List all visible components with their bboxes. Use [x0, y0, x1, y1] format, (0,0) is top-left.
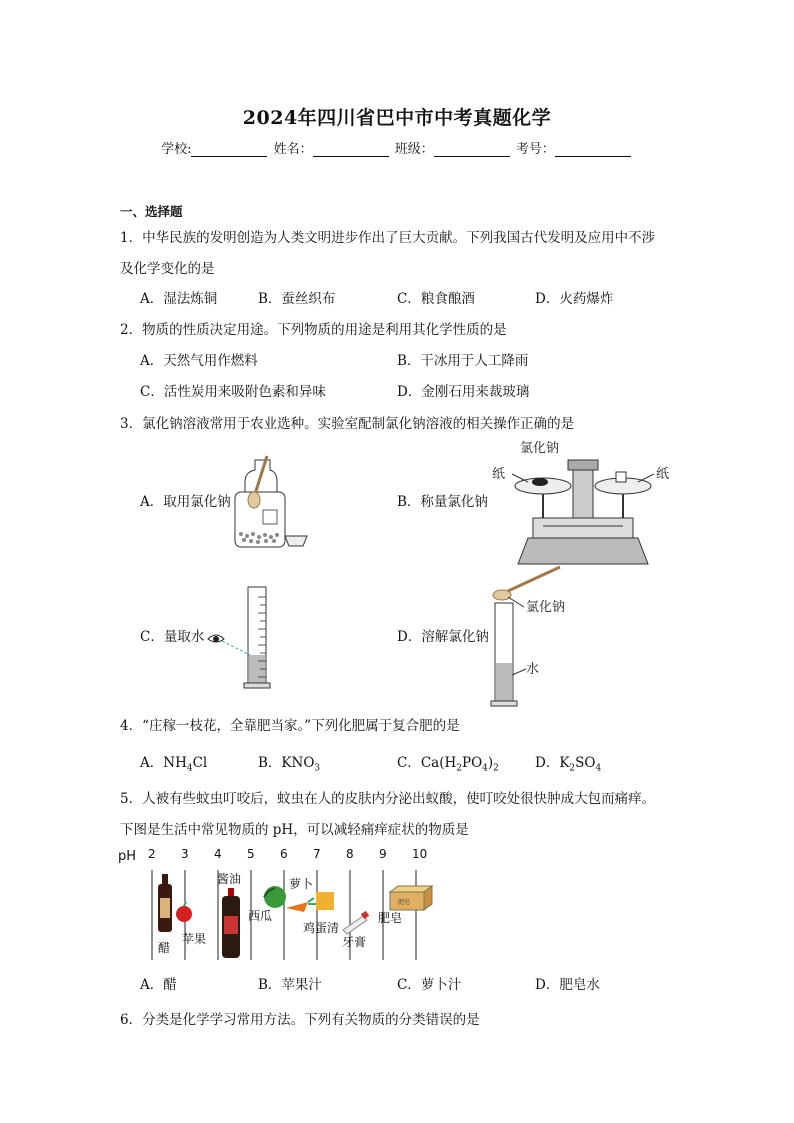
label-soy: 酱油 — [217, 872, 242, 886]
label-egg: 鸡蛋清 — [303, 921, 340, 935]
radish-icon — [286, 898, 316, 912]
exam-no-blank[interactable] — [555, 142, 631, 157]
q2-option-a[interactable]: A．天然气用作燃料 — [140, 353, 258, 369]
name-blank[interactable] — [313, 142, 389, 157]
page-title: 2024年四川省巴中市中考真题化学 — [242, 107, 552, 129]
label-water: 水 — [526, 662, 540, 677]
dissolve-illustration — [480, 563, 600, 708]
q1-stem-line2: 及化学变化的是 — [120, 261, 215, 277]
soap-box-text: 肥皂 — [398, 899, 411, 906]
q5-option-b[interactable]: B．苹果汁 — [258, 977, 322, 993]
q4-option-c[interactable]: C．$Ca(H_2PO_4)_2$ — [397, 755, 499, 774]
ph-tick-10: 10 — [412, 847, 428, 861]
apple-icon — [176, 902, 192, 922]
exam-no-label: 考号： — [515, 142, 555, 157]
school-label: 学校: — [161, 142, 192, 157]
soap-box-icon — [390, 886, 432, 910]
label-radish: 萝卜 — [289, 877, 314, 891]
ph-tick-7: 7 — [313, 847, 321, 861]
toothpaste-icon — [343, 911, 369, 934]
soy-sauce-bottle-icon — [222, 888, 240, 958]
name-label: 姓名： — [273, 142, 313, 157]
q2-stem: 2．物质的性质决定用途。下列物质的用途是利用其化学性质的是 — [120, 322, 507, 338]
bottle-spoon-illustration — [225, 452, 325, 552]
egg-white-icon — [316, 892, 334, 910]
q4-option-b[interactable]: B．$KNO_3$ — [258, 755, 321, 774]
watermelon-icon — [264, 886, 286, 908]
q1-option-d[interactable]: D．火药爆炸 — [535, 291, 614, 307]
q1-option-c[interactable]: C．粮食酿酒 — [397, 291, 475, 307]
school-blank[interactable] — [191, 142, 267, 157]
label-paper-right: 纸 — [656, 467, 670, 482]
label-melon: 西瓜 — [248, 909, 273, 923]
q3-stem: 3．氯化钠溶液常用于农业选种。实验室配制氯化钠溶液的相关操作正确的是 — [120, 416, 575, 432]
q5-stem-line1: 5．人被有些蚊虫叮咬后，蚊虫在人的皮肤内分泌出蚁酸，使叮咬处很快肿成大包而痛痒。 — [120, 791, 656, 807]
label-apple: 苹果 — [182, 932, 207, 946]
cylinder-eye-illustration — [200, 585, 280, 690]
q5-option-d[interactable]: D．肥皂水 — [535, 977, 600, 993]
ph-axis-label: pH — [118, 849, 137, 864]
q1-option-a[interactable]: A．湿法炼铜 — [140, 291, 218, 307]
ph-tick-8: 8 — [346, 847, 354, 861]
label-paper-left: 纸 — [492, 467, 506, 482]
ph-tick-2: 2 — [148, 847, 156, 861]
class-blank[interactable] — [434, 142, 510, 157]
ph-tick-3: 3 — [181, 847, 189, 861]
q5-option-c[interactable]: C．萝卜汁 — [397, 977, 462, 993]
q4-stem: 4．“庄稼一枝花，全靠肥当家。”下列化肥属于复合肥的是 — [120, 718, 460, 734]
q1-stem-line1: 1．中华民族的发明创造为人类文明进步作出了巨大贡献。下列我国古代发明及应用中不涉 — [120, 230, 656, 246]
student-info-row — [0, 138, 794, 157]
q3-option-a[interactable]: A．取用氯化钠 — [140, 494, 231, 510]
q3-option-b[interactable]: B．称量氯化钠 — [397, 494, 488, 510]
vinegar-bottle-icon — [158, 874, 172, 932]
q3-option-d[interactable]: D．溶解氯化钠 — [397, 629, 489, 645]
label-nacl-d: 氯化钠 — [526, 600, 566, 615]
q3-option-c[interactable]: C．量取水 — [140, 629, 205, 645]
ph-scale-figure — [118, 842, 448, 967]
ph-tick-6: 6 — [280, 847, 288, 861]
label-toothpaste: 牙膏 — [342, 935, 367, 949]
q5-option-a[interactable]: A．醋 — [140, 977, 177, 993]
ph-tick-labels — [148, 847, 427, 861]
ph-tick-9: 9 — [379, 847, 387, 861]
q4-option-a[interactable]: A．$NH_4Cl$ — [140, 755, 208, 774]
ph-tick-5: 5 — [247, 847, 255, 861]
balance-illustration — [488, 438, 678, 568]
label-nacl: 氯化钠 — [520, 441, 560, 456]
q2-option-b[interactable]: B．干冰用于人工降雨 — [397, 353, 529, 369]
q1-option-b[interactable]: B．蚕丝织布 — [258, 291, 336, 307]
ph-tick-4: 4 — [214, 847, 222, 861]
q5-stem-line2: 下图是生活中常见物质的 pH，可以减轻痛痒症状的物质是 — [120, 822, 469, 838]
q6-stem: 6．分类是化学学习常用方法。下列有关物质的分类错误的是 — [120, 1012, 480, 1028]
label-soap: 肥皂 — [378, 911, 403, 925]
q2-option-c[interactable]: C．活性炭用来吸附色素和异味 — [140, 384, 326, 400]
section-heading: 一、选择题 — [120, 204, 183, 219]
label-vinegar: 醋 — [158, 941, 171, 955]
class-label: 班级： — [394, 142, 434, 157]
q4-option-d[interactable]: D．$K_2SO_4$ — [535, 755, 602, 774]
q2-option-d[interactable]: D．金刚石用来裁玻璃 — [397, 384, 530, 400]
eye-icon — [213, 636, 219, 642]
